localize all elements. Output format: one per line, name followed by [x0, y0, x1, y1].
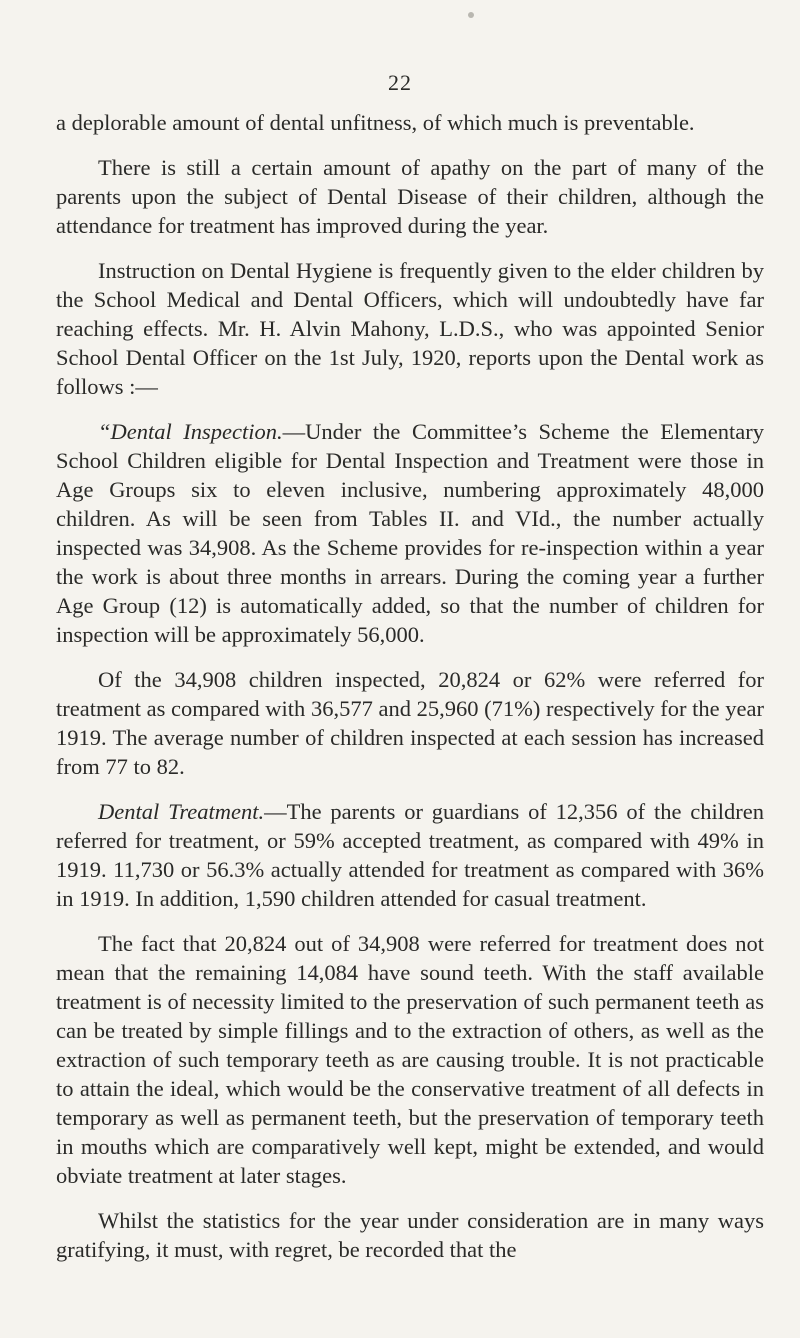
- dental-inspection-text: —Under the Committee’s Scheme the Elementary School Children eligible for Dental Inspection and Treatment were those in Age Groups six to eleven inclusive, numbering approximately 48,000 children. As will be seen from Tables II. and VId., the number actually inspected was 34,908. As the Scheme provides for re-inspection within a year the work is about three months in arrears. During the coming year a further Age Group (12) is automatically added, so that the number of children for inspection will be approximately 56,000.: [56, 419, 764, 647]
- body-text: [56, 108, 764, 1280]
- paragraph-apathy: There is still a certain amount of apathy on the part of many of the parents upon the subject of Dental Disease of their children, although the attendance for treatment has improved during the year.: [56, 155, 764, 238]
- paragraph-instruction: Instruction on Dental Hygiene is frequently given to the elder children by the School Medical and Dental Officers, which will undoubtedly have far reaching effects. Mr. H. Alvin Mahony, L.D.S., who was appointed Senior School Dental Officer on the 1st July, 1920, reports upon the Dental work as follows :—: [56, 258, 764, 399]
- page-number: 22: [388, 70, 412, 95]
- paragraph-statistics-regret: Whilst the statistics for the year under consideration are in many ways gratifying, it must, with regret, be recorded that the: [56, 1208, 764, 1262]
- dental-treatment-heading: Dental Treatment.: [98, 799, 265, 824]
- paper-speck: [468, 12, 474, 18]
- paragraph-sound-teeth: The fact that 20,824 out of 34,908 were referred for treatment does not mean that the remaining 14,084 have sound teeth. With the staff available treatment is of necessity limited to the preservation of such permanent teeth as can be treated by simple fillings and to the extraction of others, as well as the extraction of such temporary teeth as are causing trouble. It is not practicable to attain the ideal, which would be the conservative treatment of all defects in temporary as well as permanent teeth, but the preservation of temporary teeth in mouths which are comparatively well kept, might be extended, and would obviate treatment at later stages.: [56, 931, 764, 1188]
- paragraph-dental-treatment: [56, 797, 764, 913]
- paragraph-dental-inspection: [56, 417, 764, 649]
- paragraph-continuation: a deplorable amount of dental unfitness, of which much is preventable.: [56, 110, 695, 135]
- dental-inspection-heading: “Dental Inspection.: [98, 419, 283, 444]
- dental-treatment-text: —The parents or guardians of 12,356 of the children referred for treatment, or 59% accepted treatment, as compared with 49% in 1919. 11,730 or 56.3% actually attended for treatment as compared with 36% in 1919. In addition, 1,590 children attended for casual treatment.: [56, 799, 764, 911]
- paragraph-inspection-statistics: Of the 34,908 children inspected, 20,824 or 62% were referred for treatment as compared with 36,577 and 25,960 (71%) respectively for the year 1919. The average number of children inspected at each session has increased from 77 to 82.: [56, 667, 764, 779]
